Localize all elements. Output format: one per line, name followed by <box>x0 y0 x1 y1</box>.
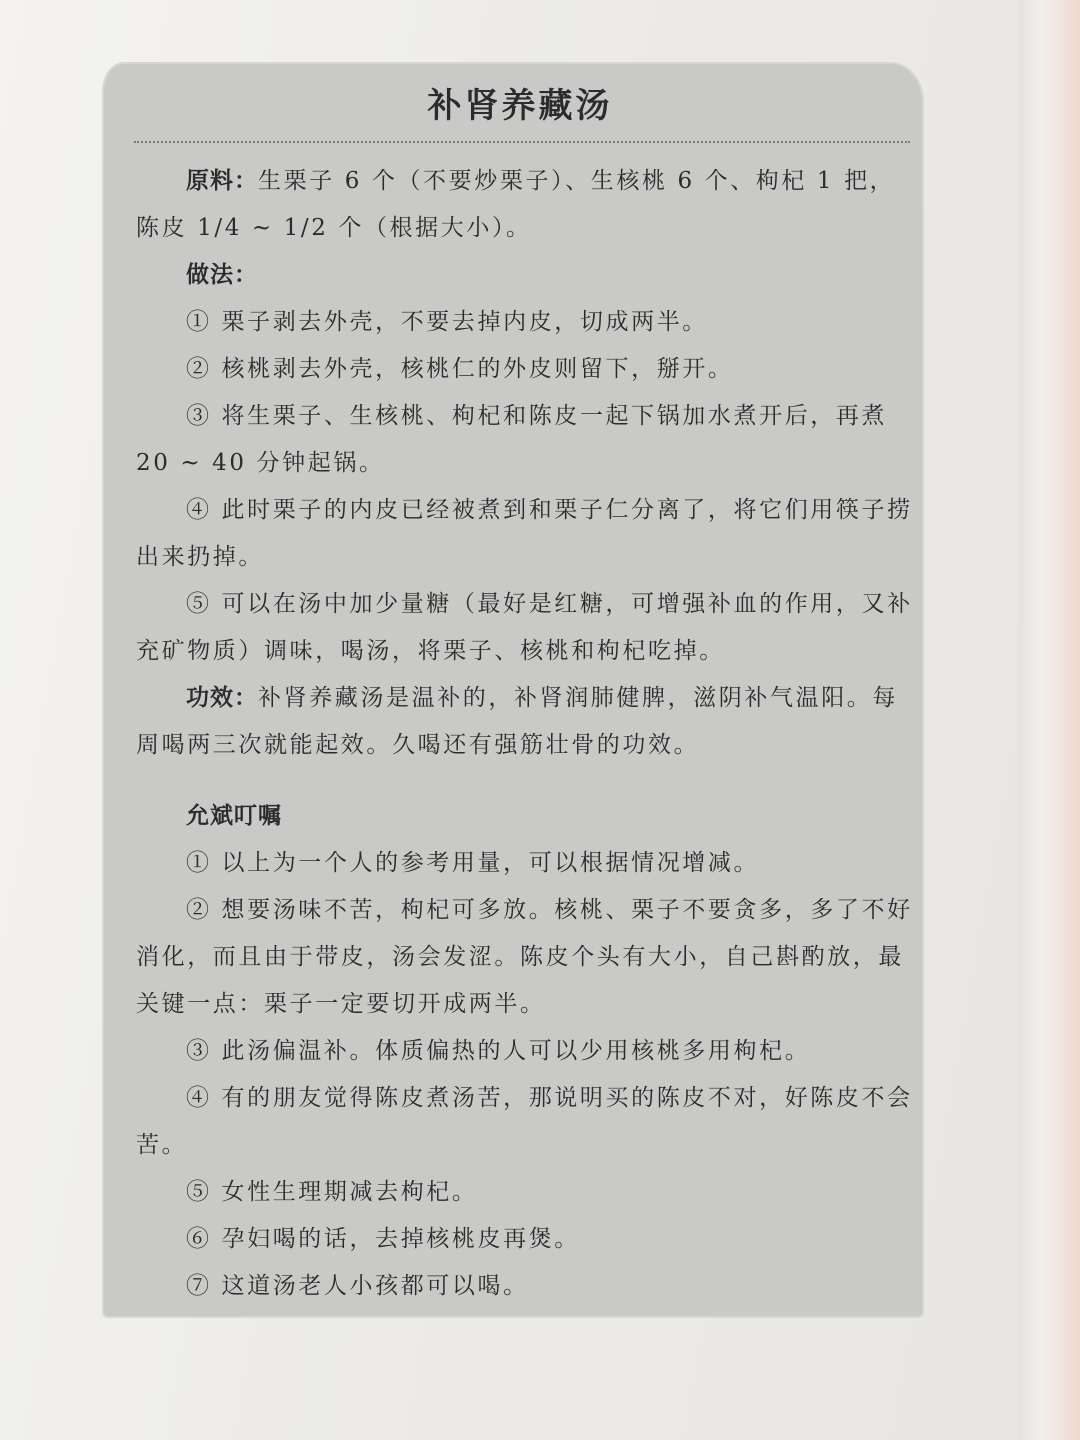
ingredients-paragraph <box>136 158 914 252</box>
method-step-2: ② 核桃剥去外壳，核桃仁的外皮则留下，掰开。 <box>186 356 734 382</box>
tip-4: ④ 有的朋友觉得陈皮煮汤苦，那说明买的陈皮不对，好陈皮不会苦。 <box>136 1085 913 1158</box>
method-step-3: ③ 将生栗子、生核桃、枸杞和陈皮一起下锅加水煮开后，再煮 20 ~ 40 分钟起锅。 <box>136 403 888 476</box>
title-divider <box>134 141 910 143</box>
effect-text: 补肾养藏汤是温补的，补肾润肺健脾，滋阴补气温阳。每周喝两三次就能起效。久喝还有强筋壮骨的功效。 <box>136 685 898 758</box>
method-label: 做法： <box>186 262 258 288</box>
method-step-1: ① 栗子剥去外壳，不要去掉内皮，切成两半。 <box>186 309 708 335</box>
method-step-5: ⑤ 可以在汤中加少量糖（最好是红糖，可增强补血的作用，又补充矿物质）调味，喝汤，将栗子、核桃和枸杞吃掉。 <box>136 591 913 664</box>
tip-7: ⑦ 这道汤老人小孩都可以喝。 <box>186 1273 529 1299</box>
ingredients-label: 原料： <box>186 168 258 194</box>
recipe-content <box>136 158 914 1310</box>
method-step-4: ④ 此时栗子的内皮已经被煮到和栗子仁分离了，将它们用筷子捞出来扔掉。 <box>136 497 913 570</box>
tips-heading: 允斌叮嘱 <box>186 803 282 829</box>
next-page-edge <box>1018 0 1080 1440</box>
tip-1: ① 以上为一个人的参考用量，可以根据情况增减。 <box>186 850 760 876</box>
effect-paragraph <box>136 675 914 769</box>
tip-2: ② 想要汤味不苦，枸杞可多放。核桃、栗子不要贪多，多了不好消化，而且由于带皮，汤会发涩。陈皮个头有大小，自己斟酌放，最关键一点：栗子一定要切开成两半。 <box>136 897 913 1017</box>
tip-3: ③ 此汤偏温补。体质偏热的人可以少用核桃多用枸杞。 <box>186 1038 811 1064</box>
ingredients-text: 生栗子 6 个（不要炒栗子）、生核桃 6 个、枸杞 1 把，陈皮 1/4 ~ 1/2 个（根据大小）。 <box>136 168 896 241</box>
tip-6: ⑥ 孕妇喝的话，去掉核桃皮再煲。 <box>186 1226 580 1252</box>
effect-label: 功效： <box>186 685 258 711</box>
recipe-title: 补肾养藏汤 <box>427 86 613 126</box>
tip-5: ⑤ 女性生理期减去枸杞。 <box>186 1179 478 1205</box>
